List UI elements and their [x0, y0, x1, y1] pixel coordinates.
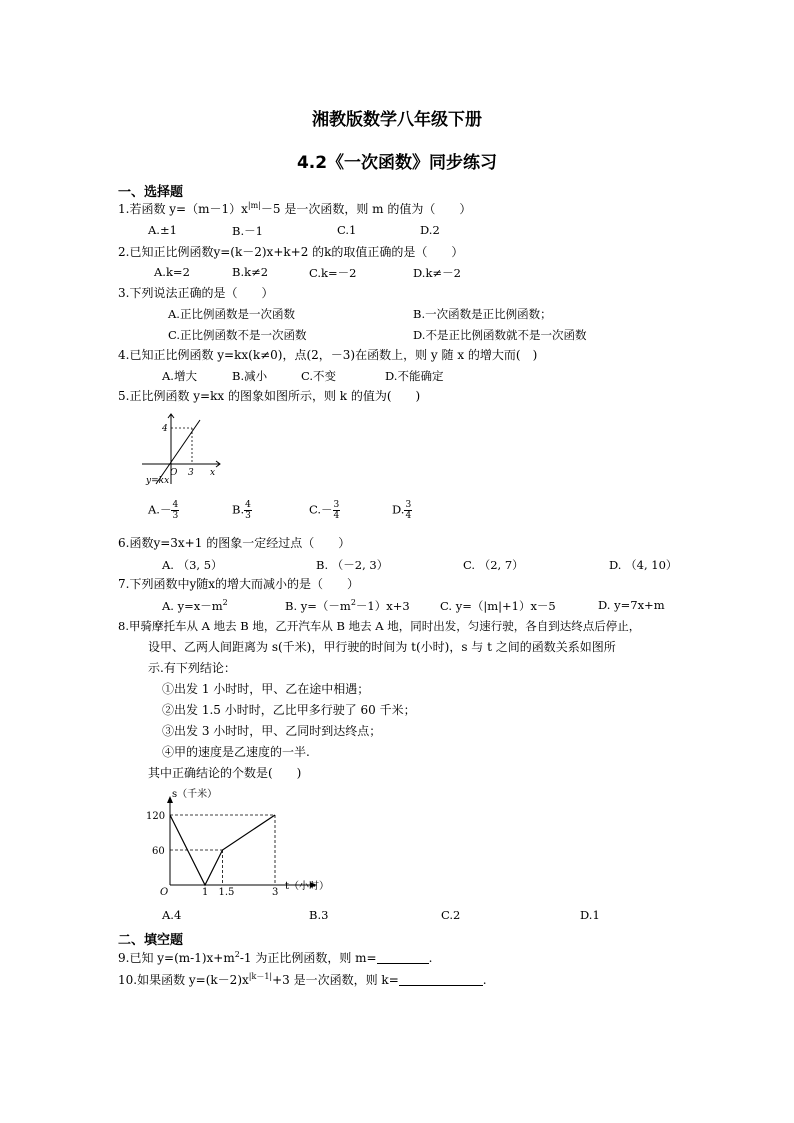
question-6: 6.函数y=3x+1 的图象一定经过点（ ）	[118, 536, 351, 550]
q5-option-d-label: D.	[392, 502, 405, 517]
question-10	[118, 972, 487, 988]
q3-option-c: C.正比例函数不是一次函数	[168, 328, 307, 342]
document-title: 湘教版数学八年级下册	[312, 110, 482, 130]
q2-option-d: D.k≠－2	[413, 266, 461, 280]
section-heading-choice: 一、选择题	[118, 185, 184, 200]
q9-text-pre: 9.已知 y=(m-1)x+m	[118, 951, 235, 965]
q7-option-b-text-post: －1）x+3	[355, 599, 410, 613]
q5-option-c-fraction	[333, 500, 341, 521]
q1-option-b: B.－1	[232, 224, 263, 238]
q5-option-c-sign: －	[321, 502, 333, 517]
q7-option-a-exp: 2	[222, 598, 228, 607]
q6-option-d: D. （4, 10）	[609, 558, 678, 572]
q6-option-c: C. （2, 7）	[463, 558, 524, 572]
q2-option-a: A.k=2	[154, 265, 190, 279]
q5-option-c-den: 4	[333, 511, 340, 521]
q9-text-post: -1 为正比例函数，则 m=	[239, 951, 377, 965]
question-9	[118, 950, 432, 966]
q5-option-c-label: C.	[309, 502, 322, 517]
q4-option-b: B.减小	[232, 369, 268, 383]
q3-option-b: B.一次函数是正比例函数；	[413, 307, 552, 321]
q5-option-c	[309, 500, 340, 521]
question-5: 5.正比例函数 y=kx 的图象如图所示，则 k 的值为( )	[118, 389, 421, 403]
q5-option-b-fraction	[244, 500, 252, 521]
q8-option-a: A.4	[162, 908, 182, 922]
q7-option-b-text: B. y=（－m	[285, 599, 351, 613]
q8-distance-time-graph	[140, 785, 330, 897]
q5-option-d	[392, 500, 412, 521]
q5-option-c-num: 3	[333, 500, 340, 510]
q5-option-a	[148, 500, 179, 521]
q5-option-a-num: 4	[172, 500, 179, 510]
q5-option-b-label: B.	[232, 502, 245, 517]
q1-option-d: D.2	[420, 223, 440, 237]
q8-option-c: C.2	[441, 908, 461, 922]
q1-option-a: A.±1	[148, 223, 177, 237]
q1-option-c: C.1	[337, 223, 357, 237]
q1-text-pre: 1.若函数 y=（m－1）x	[118, 202, 248, 216]
q8-xtick-3: 3	[272, 887, 279, 897]
q7-option-b-exp: 2	[350, 598, 356, 607]
q9-answer-blank[interactable]	[377, 951, 429, 964]
q5-option-a-label: A.	[148, 502, 160, 517]
q4-option-d: D.不能确定	[385, 369, 444, 383]
q8-ytick-120: 120	[146, 811, 166, 822]
q8-conclusion-1: ①出发 1 小时时，甲、乙在途中相遇；	[162, 682, 370, 696]
q10-text-pre: 10.如果函数 y=(k－2)x	[118, 973, 249, 987]
q5-option-b-num: 4	[245, 500, 251, 510]
question-1	[118, 201, 471, 217]
q7-option-a-text: A. y=x－m	[162, 599, 223, 613]
question-8-line-3: 示.有下列结论：	[148, 661, 236, 675]
q7-option-b	[285, 598, 410, 614]
q5-option-a-sign: －	[159, 502, 172, 517]
q5-option-b-den: 3	[245, 511, 251, 521]
q8-origin: O	[160, 887, 169, 897]
q8-option-d: D.1	[580, 908, 600, 922]
q5-proportional-graph	[140, 412, 230, 488]
q10-answer-blank[interactable]	[399, 973, 483, 986]
document-subtitle: 4.2《一次函数》同步练习	[296, 153, 498, 173]
q7-option-a	[162, 598, 228, 614]
q5-option-a-den: 3	[172, 511, 179, 521]
q2-option-b: B.k≠2	[232, 265, 269, 279]
q5-option-b	[232, 500, 252, 521]
q1-text-post: －5 是一次函数，则 m 的值为（ ）	[260, 202, 472, 216]
q9-end: .	[428, 951, 433, 965]
q10-exponent: |k－1|	[248, 972, 273, 981]
q7-option-c: C. y=（|m|+1）x－5	[440, 599, 556, 613]
q1-exponent: |m|	[247, 201, 261, 210]
q8-x-axis-label: t（小时）	[285, 881, 330, 892]
q5-ytick-4: 4	[162, 424, 168, 434]
section-heading-fill: 二、填空题	[118, 933, 184, 948]
q9-exponent: 2	[234, 950, 240, 959]
q7-option-d: D. y=7x+m	[598, 598, 665, 612]
q5-line-label: y=kx	[146, 476, 170, 486]
q5-option-d-num: 3	[405, 500, 412, 510]
q8-xtick-1: 1	[202, 887, 209, 897]
q4-option-a: A.增大	[162, 369, 197, 383]
q5-x-label: x	[210, 468, 216, 478]
q8-option-b: B.3	[309, 908, 329, 922]
question-7: 7.下列函数中y随x的增大而减小的是（ ）	[118, 577, 359, 591]
q8-question-ask: 其中正确结论的个数是( )	[148, 766, 302, 780]
question-2: 2.已知正比例函数y=(k－2)x+k+2 的k的取值正确的是（ ）	[118, 245, 464, 259]
question-8-line-1: 8.甲骑摩托车从 A 地去 B 地，乙开汽车从 B 地去 A 地，同时出发，匀速行驶，各自到达终点后停止，	[118, 619, 641, 633]
q5-option-d-fraction	[404, 500, 412, 521]
q8-y-axis-label: s（千米）	[172, 789, 218, 800]
q8-conclusion-3: ③出发 3 小时时，甲、乙同时到达终点；	[162, 724, 382, 738]
q5-xtick-3: 3	[188, 468, 194, 478]
q6-option-a: A. （3, 5）	[162, 558, 223, 572]
question-4: 4.已知正比例函数 y=kx(k≠0)，点(2，－3)在函数上，则 y 随 x 的增大而( )	[118, 348, 538, 362]
q8-conclusion-4: ④甲的速度是乙速度的一半.	[162, 745, 310, 759]
q10-text-post: +3 是一次函数，则 k=	[272, 973, 399, 987]
question-8-line-2: 设甲、乙两人间距离为 s(千米)，甲行驶的时间为 t(小时)，s 与 t 之间的函数关系如图所	[148, 640, 616, 654]
q5-option-a-fraction	[171, 500, 179, 521]
q8-xtick-1-5: 1.5	[218, 887, 235, 897]
q8-conclusion-2: ②出发 1.5 小时时，乙比甲多行驶了 60 千米；	[162, 703, 416, 717]
q2-option-c: C.k=－2	[309, 266, 357, 280]
q3-option-a: A.正比例函数是一次函数	[168, 307, 295, 321]
question-3: 3.下列说法正确的是（ ）	[118, 286, 274, 300]
q10-end: .	[482, 973, 487, 987]
q3-option-d: D.不是正比例函数就不是一次函数	[413, 328, 587, 342]
q8-ytick-60: 60	[152, 846, 165, 857]
q4-option-c: C.不变	[301, 369, 337, 383]
q5-origin: O	[170, 468, 178, 478]
q5-option-d-den: 4	[405, 511, 412, 521]
q6-option-b: B. （－2, 3）	[316, 558, 389, 572]
